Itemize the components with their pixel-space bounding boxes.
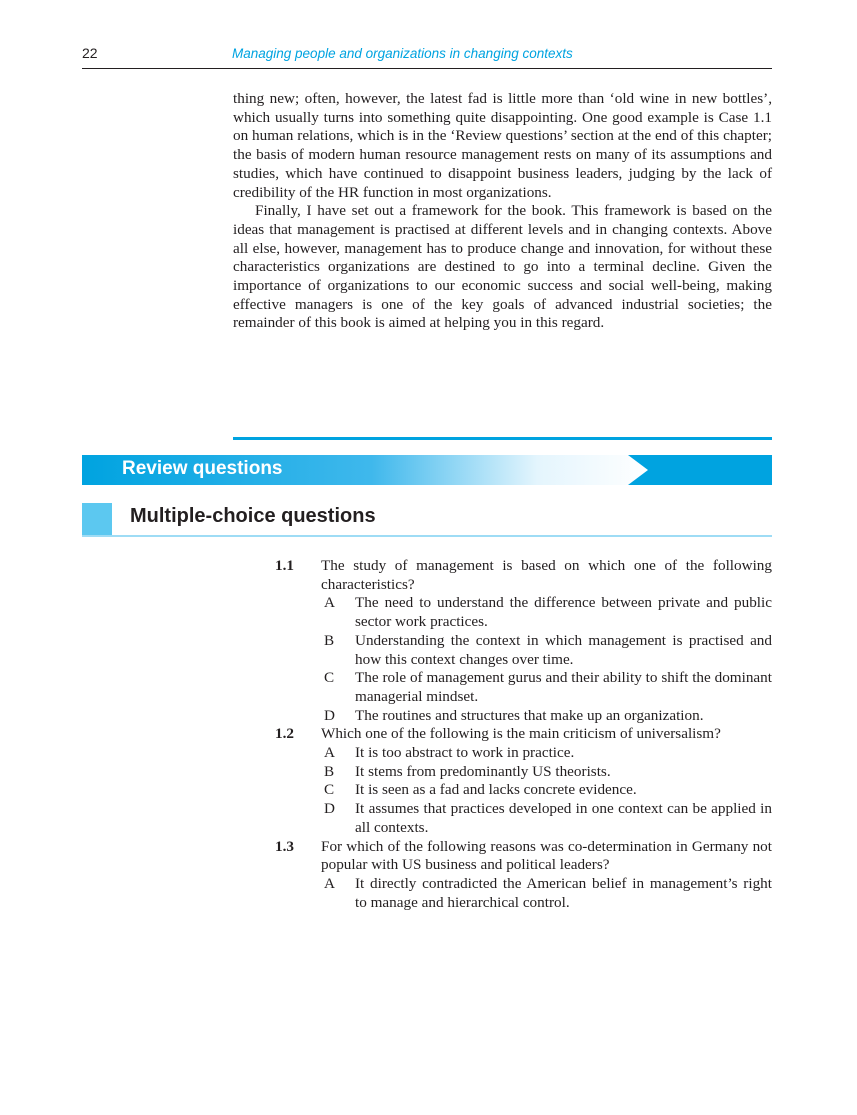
option-text: It stems from predominantly US theorists. (355, 762, 611, 780)
option-text: The routines and structures that make up an organization. (355, 706, 704, 724)
question-list (275, 557, 772, 912)
option-letter: B (324, 631, 335, 649)
option-text: It assumes that practices developed in one context can be applied in all contexts. (355, 800, 772, 836)
option-text: Understanding the context in which management is practised and how this context changes over time. (355, 631, 772, 668)
question-1-2 (275, 725, 772, 837)
option-text: It is too abstract to work in practice. (355, 744, 575, 762)
multiple-choice-title: Multiple-choice questions (130, 505, 376, 527)
option-letter: C (324, 781, 335, 799)
option-c (321, 781, 772, 800)
option-text: The need to understand the difference between private and public sector work practices. (355, 594, 772, 631)
heading-rule (82, 535, 772, 537)
option-a (321, 875, 772, 912)
question-1-1 (275, 557, 772, 725)
running-title: Managing people and organizations in changing contexts (232, 46, 573, 61)
paragraph-2: Finally, I have set out a framework for the book. This framework is based on the ideas that management is practised at different levels and in changing contexts. Above all else, however, management has to produce change and innovation, for without these characteristics organizations are destined to go into a terminal decline. Given the importance of organizations to our economic success and social well-being, making effective managers is one of the key goals of advanced industrial societies; the remainder of this book is aimed at helping you in this regard. (233, 202, 772, 332)
option-a (321, 594, 772, 631)
page-number: 22 (82, 45, 98, 61)
option-c (321, 669, 772, 706)
section-divider (233, 437, 772, 440)
option-text: The role of management gurus and their ability to shift the dominant managerial mindset. (355, 669, 772, 705)
option-letter: A (324, 874, 335, 892)
question-number: 1.2 (275, 725, 294, 743)
option-d (321, 800, 772, 837)
option-text: It is seen as a fad and lacks concrete evidence. (355, 781, 637, 799)
question-text: Which one of the following is the main criticism of universalism? (321, 725, 721, 743)
option-letter: B (324, 762, 335, 780)
heading-square-marker (82, 503, 112, 535)
option-b (321, 763, 772, 782)
question-text: For which of the following reasons was co-determination in Germany not popular with US business and political leaders? (321, 837, 772, 874)
option-letter: A (324, 744, 335, 762)
question-number: 1.3 (275, 837, 294, 855)
option-a (321, 744, 772, 763)
paragraph-1: thing new; often, however, the latest fad is little more than ‘old wine in new bottles’, which usually turns into something quite disappointing. One good example is Case 1.1 on human relations, which is in the ‘Review questions’ section at the end of this chapter; the basis of modern human resource management rests on many of its assumptions and studies, which have continued to disappoint business leaders, judging by the lack of credibility of the HR function in most organizations. (233, 90, 772, 201)
question-1-3 (275, 838, 772, 913)
option-b (321, 632, 772, 669)
question-text: The study of management is based on which one of the following characteristics? (321, 557, 772, 593)
option-letter: C (324, 669, 335, 687)
question-number: 1.1 (275, 557, 294, 574)
body-text (233, 90, 772, 333)
option-text: It directly contradicted the American belief in management’s right to manage and hierarchical control. (355, 874, 772, 911)
review-questions-banner (82, 455, 772, 485)
option-letter: D (324, 800, 335, 818)
multiple-choice-heading (82, 503, 772, 537)
review-questions-title: Review questions (122, 458, 283, 479)
option-letter: A (324, 594, 335, 612)
running-head (82, 45, 772, 67)
option-d (321, 707, 772, 726)
option-letter: D (324, 706, 335, 724)
header-rule (82, 68, 772, 69)
